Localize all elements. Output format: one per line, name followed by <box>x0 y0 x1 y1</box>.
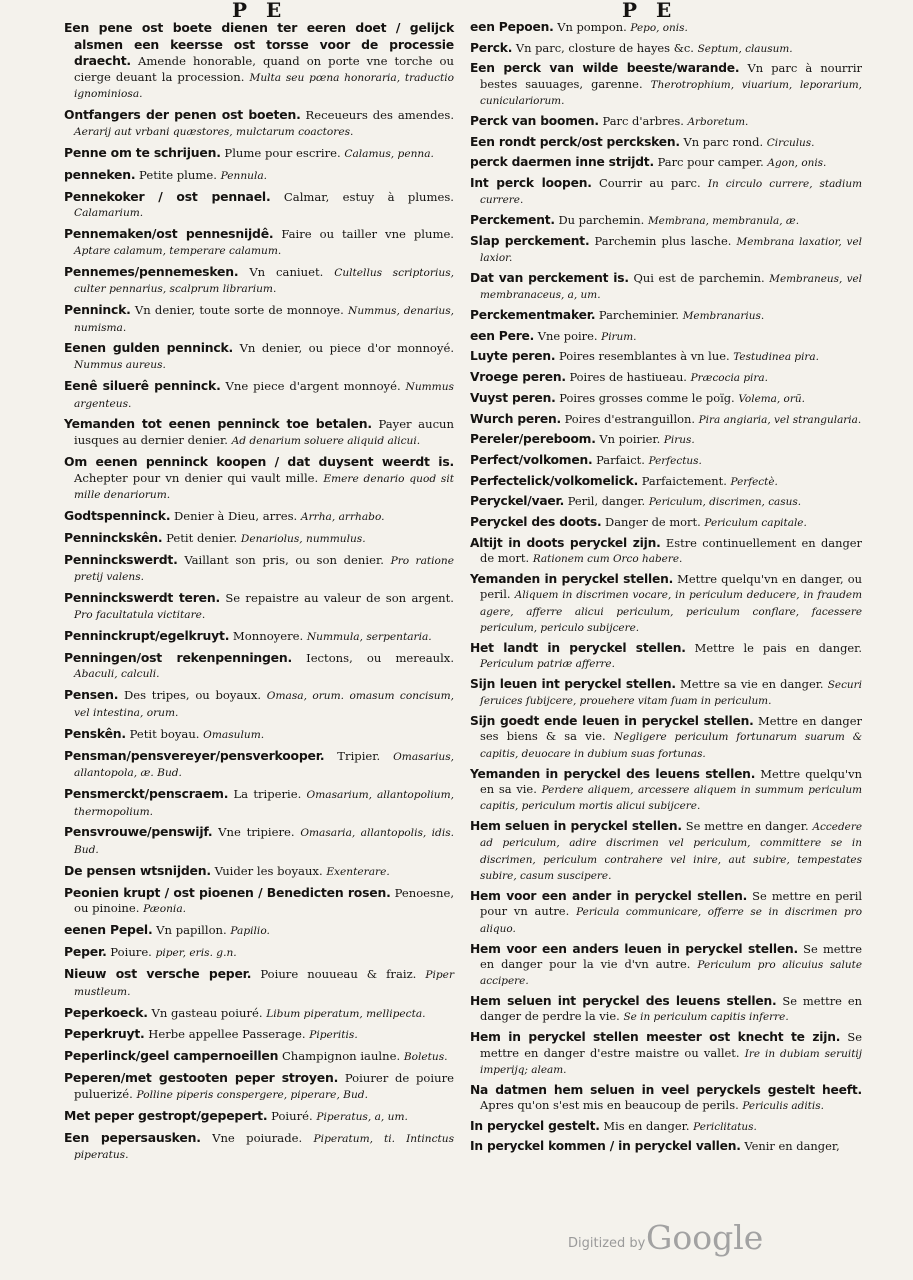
latin-gloss: Emere denario quod sit mille denariorum. <box>74 472 455 502</box>
french-gloss: Vn gasteau poiuré. <box>151 1005 263 1020</box>
latin-gloss: Exenterare. <box>326 865 390 878</box>
french-gloss: Penoesne, ou pinoine. <box>74 885 455 916</box>
dictionary-entry <box>470 176 862 209</box>
latin-gloss: Nummus, denarius, numisma. <box>74 304 454 334</box>
google-watermark <box>568 1220 768 1266</box>
headword: Ontfangers der penen ost boeten. <box>64 107 301 123</box>
latin-gloss: Pennula. <box>220 169 268 182</box>
dictionary-entry <box>64 530 454 548</box>
french-gloss: Amende honorable, quand on porte vne torche ou cierge deuant la procession. <box>74 54 454 84</box>
french-gloss: Se mettre en danger. <box>685 819 809 834</box>
headword: Perckement. <box>470 213 555 228</box>
latin-gloss: Arrha, arrhabo. <box>300 511 385 523</box>
dictionary-entry <box>64 726 454 744</box>
french-gloss: Apres qu'on s'est mis en beaucoup de perils. <box>480 1098 739 1113</box>
headword: Pensman/pensvereyer/pensverkooper. <box>64 747 325 763</box>
latin-gloss: Calamarium. <box>74 207 144 220</box>
french-gloss: Tripier. <box>337 748 381 763</box>
headword: Na datmen hem seluen in veel peryckels gestelt heeft. <box>470 1082 862 1097</box>
dictionary-entry <box>64 145 454 163</box>
dictionary-entry <box>64 628 454 646</box>
headword: In peryckel kommen / in peryckel vallen. <box>470 1139 741 1154</box>
headword: Yemanden tot eenen penninck toe betalen. <box>64 416 372 432</box>
dictionary-entry <box>64 1048 454 1066</box>
dictionary-entry <box>64 378 454 412</box>
headword: Met peper gestropt/gepepert. <box>64 1107 268 1123</box>
dictionary-entry <box>64 1005 454 1023</box>
latin-gloss: Omasaria, allantopolis, idis. Bud. <box>74 827 455 857</box>
latin-gloss: Omasarius, allantopola, æ. Bud. <box>74 750 455 780</box>
latin-gloss: Membrana laxatior, vel laxior. <box>480 235 862 265</box>
latin-gloss: Pro ratione pretij valens. <box>74 554 455 584</box>
headword: Eenen gulden penninck. <box>64 340 234 356</box>
french-gloss: Parc d'arbres. <box>602 113 684 128</box>
headword: Yemanden in peryckel des leuens stellen. <box>470 766 756 781</box>
latin-gloss: Septum, clausum. <box>697 42 793 55</box>
dictionary-entry <box>470 61 862 109</box>
french-gloss: Poires grosses comme le poïg. <box>559 390 735 405</box>
latin-gloss: Perfectus. <box>648 454 702 467</box>
french-gloss: La triperie. <box>233 786 302 801</box>
dictionary-entry <box>470 234 862 267</box>
dictionary-entry <box>470 474 862 490</box>
headword: Pennemaken/ost pennesnijdê. <box>64 226 274 242</box>
dictionary-entry <box>64 20 454 103</box>
french-gloss: Se mettre en danger d'estre maistre ou vallet. <box>480 1030 862 1060</box>
french-gloss: Poires resemblantes à vn lue. <box>558 349 730 364</box>
headword: Peryckel des doots. <box>470 515 602 530</box>
latin-gloss: Piperatus, a, um. <box>316 1110 408 1123</box>
latin-gloss: Periculum, discrimen, casus. <box>648 496 802 509</box>
dictionary-entry <box>64 302 454 336</box>
french-gloss: Herbe appellee Passerage. <box>148 1027 306 1042</box>
digitized-by-label: Digitized by <box>568 1236 646 1251</box>
latin-gloss: Libum piperatum, mellipecta. <box>266 1007 426 1020</box>
dictionary-entry <box>470 370 862 386</box>
latin-gloss: Perdere aliquem, arcessere aliquem in summum periculum capitis, periculum mortis alicui subijcere. <box>480 783 862 813</box>
latin-gloss: Agon, onis. <box>767 157 827 170</box>
dictionary-entry <box>64 226 454 259</box>
headword: Pensen. <box>64 687 119 703</box>
dictionary-entry <box>64 107 454 140</box>
french-gloss: Vn parc à nourrir bestes sauuages, garenne. <box>480 61 862 91</box>
latin-gloss: Periculum pro alicuius salute accipere. <box>480 958 863 988</box>
french-gloss: Mettre le pais en danger. <box>694 640 863 655</box>
latin-gloss: Pirus. <box>663 434 695 447</box>
latin-gloss: Piperatum, ti. Intinctus piperatus. <box>74 1132 455 1162</box>
latin-gloss: Securi ſeruices ſubijcere, prouehere vitam ſuam in periculum. <box>480 678 862 708</box>
dictionary-entry <box>64 863 454 881</box>
dictionary-entry <box>470 135 862 151</box>
latin-gloss: Testudinea pira. <box>733 351 819 364</box>
headword: Het landt in peryckel stellen. <box>470 640 686 655</box>
headword: Peonien krupt / ost pioenen / Benedicten rosen. <box>64 884 391 900</box>
headword: Hem voor een anders leuen in peryckel stellen. <box>470 941 798 956</box>
headword: Perck. <box>470 40 513 55</box>
dictionary-entry <box>64 590 454 623</box>
headword: Pereler/pereboom. <box>470 432 596 447</box>
dictionary-entry <box>64 508 454 526</box>
french-gloss: Parc pour camper. <box>657 155 764 170</box>
dictionary-entry <box>470 308 862 324</box>
headword: Penne om te schrijuen. <box>64 144 221 160</box>
french-gloss: Des tripes, ou boyaux. <box>123 688 262 703</box>
dictionary-entry <box>64 922 454 940</box>
latin-gloss: Periculum patriæ afferre. <box>480 658 615 671</box>
headword: Perck van boomen. <box>470 113 599 128</box>
headword: Yemanden in peryckel stellen. <box>470 571 674 586</box>
french-gloss: Vn poirier. <box>599 432 661 447</box>
latin-gloss: Pro facultatula victitare. <box>74 608 206 621</box>
dictionary-entry <box>64 786 454 820</box>
french-gloss: Vn caniuet. <box>249 264 324 279</box>
running-head-right: P E <box>622 0 678 22</box>
latin-gloss: Pirum. <box>601 330 637 343</box>
latin-gloss: Membranarius. <box>682 310 765 323</box>
dictionary-entry <box>470 329 862 345</box>
right-column <box>470 20 862 1160</box>
headword: Een pepersausken. <box>64 1129 201 1145</box>
headword: Peryckel/vaer. <box>470 494 565 509</box>
headword: Hem seluen in peryckel stellen. <box>470 819 682 834</box>
latin-gloss: Multa seu pœna honoraria, traductio ignominiosa. <box>74 71 455 101</box>
french-gloss: Courrir au parc. <box>599 176 701 191</box>
french-gloss: Monnoyere. <box>232 628 304 643</box>
french-gloss: Champignon iaulne. <box>281 1049 401 1064</box>
headword: eenen Pepel. <box>64 922 153 938</box>
headword: penneken. <box>64 166 136 182</box>
dictionary-entry <box>470 20 862 36</box>
dictionary-entry <box>470 391 862 407</box>
french-gloss: Danger de mort. <box>605 515 701 530</box>
french-gloss: Calmar, estuy à plumes. <box>283 189 454 204</box>
latin-gloss: Pepo, onis. <box>630 22 688 34</box>
french-gloss: Iectons, ou mereaulx. <box>306 650 455 665</box>
french-gloss: Se mettre en danger pour la vie d'vn autre. <box>480 941 862 971</box>
latin-gloss: Ire in dubiam seruitij imperijq; aleam. <box>480 1047 862 1076</box>
dictionary-entry <box>64 552 454 586</box>
headword: Pennekoker / ost pennael. <box>64 188 271 204</box>
french-gloss: Poires de hastiueau. <box>569 370 687 385</box>
headword: Penninck. <box>64 301 131 317</box>
dictionary-entry <box>64 650 454 683</box>
dictionary-entry <box>64 189 454 222</box>
french-gloss: Faire ou tailler vne plume. <box>281 227 454 242</box>
latin-gloss: Accedere ad periculum, adire discrimen vel periculum, committere se in discrimen, periculum contrahere vel inire, aut subire, tempestates subire, casum suscipere. <box>480 821 863 883</box>
dictionary-entry <box>64 454 454 504</box>
headword: Perfect/volkomen. <box>470 452 593 467</box>
headword: Pennemes/pennemesken. <box>64 263 239 279</box>
headword: Penningen/ost rekenpenningen. <box>64 649 292 665</box>
french-gloss: Payer aucun iusques au dernier denier. <box>74 417 454 448</box>
dictionary-entry <box>64 687 454 721</box>
french-gloss: Vn pompon. <box>557 20 627 34</box>
french-gloss: Qui est de parchemin. <box>633 270 765 285</box>
latin-gloss: Omasulum. <box>203 728 265 741</box>
french-gloss: Parfaict. <box>596 452 645 467</box>
french-gloss: Petite plume. <box>139 167 217 182</box>
dictionary-entry <box>470 41 862 57</box>
french-gloss: Vne poire. <box>537 328 598 343</box>
dictionary-entry <box>470 412 862 428</box>
latin-gloss: Ad denarium soluere aliquid alicui. <box>231 435 421 448</box>
latin-gloss: Pira angiaria, vel strangularia. <box>698 413 862 426</box>
french-gloss: Vn parc, closture de hayes &c. <box>515 40 694 55</box>
dictionary-entry <box>64 966 454 1000</box>
headword: Penninckskên. <box>64 529 163 545</box>
french-gloss: Receueurs des amendes. <box>305 108 454 123</box>
headword: Penskên. <box>64 725 126 741</box>
french-gloss: Peril, danger. <box>567 494 646 509</box>
dictionary-entry <box>64 264 454 298</box>
dictionary-entry <box>470 1119 862 1135</box>
french-gloss: Mettre quelqu'vn en danger, ou peril. <box>480 571 862 602</box>
headword: Vuyst peren. <box>470 390 556 405</box>
dictionary-entry <box>470 994 862 1026</box>
latin-gloss: Denariolus, nummulus. <box>240 532 366 545</box>
latin-gloss: Volema, orũ. <box>738 392 805 405</box>
french-gloss: Poiuré. <box>271 1108 313 1123</box>
headword: Peperkoeck. <box>64 1004 148 1020</box>
dictionary-entry <box>470 536 862 568</box>
latin-gloss: Nummus aureus. <box>74 359 166 372</box>
french-gloss: Mettre quelqu'vn en sa vie. <box>480 766 862 796</box>
dictionary-entry <box>470 349 862 365</box>
dictionary-entry <box>64 167 454 185</box>
headword: Penninckrupt/egelkruyt. <box>64 627 230 643</box>
dictionary-entry <box>64 885 454 918</box>
headword: Wurch peren. <box>470 411 561 426</box>
dictionary-entry <box>470 767 862 815</box>
latin-gloss: Aliquem in discrimen vocare, in periculum deducere, in fraudem agere, afferre alicui periculum, periculum conflare, facessere periculum, periculo subijcere. <box>480 589 862 635</box>
french-gloss: Plume pour escrire. <box>224 145 341 160</box>
french-gloss: Mettre sa vie en danger. <box>679 676 824 691</box>
latin-gloss: Omasarium, allantopolium, thermopolium. <box>74 788 454 818</box>
latin-gloss: Aerarij aut vrbani quæstores, mulctarum coactores. <box>74 125 354 138</box>
latin-gloss: Abaculi, calculi. <box>74 668 160 681</box>
dictionary-entry <box>470 819 862 885</box>
headword: Pensmerckt/penscraem. <box>64 785 229 801</box>
french-gloss: Mis en danger. <box>603 1118 690 1133</box>
french-gloss: Vuider les boyaux. <box>214 863 323 878</box>
headword: Perfectelick/volkomelick. <box>470 473 639 488</box>
french-gloss: Vne tripiere. <box>218 825 295 840</box>
french-gloss: Du parchemin. <box>558 213 645 228</box>
dictionary-entry <box>470 114 862 130</box>
left-column <box>64 20 454 1168</box>
headword: Nieuw ost versche peper. <box>64 966 252 982</box>
headword: Hem in peryckel stellen meester ost knecht te zijn. <box>470 1030 841 1045</box>
headword: Peper. <box>64 944 107 960</box>
google-logo: Google <box>646 1218 764 1257</box>
dictionary-entry <box>470 432 862 448</box>
headword: een Pepoen. <box>470 20 554 34</box>
latin-gloss: Periculis aditis. <box>742 1100 824 1113</box>
french-gloss: Vn parc rond. <box>683 134 764 149</box>
latin-gloss: Circulus. <box>766 136 815 149</box>
latin-gloss: Rationem cum Orco habere. <box>532 553 683 566</box>
headword: Luyte peren. <box>470 349 556 364</box>
headword: Altijt in doots peryckel zijn. <box>470 535 661 550</box>
latin-gloss: Nummula, serpentaria. <box>306 630 432 643</box>
french-gloss: Achepter pour vn denier qui vault mille. <box>74 470 319 485</box>
headword: Om eenen penninck koopen / dat duysent weerdt is. <box>64 453 454 469</box>
latin-gloss: Therotrophium, viuarium, leporarium, cuniculariorum. <box>480 78 862 108</box>
headword: Sijn leuen int peryckel stellen. <box>470 676 676 691</box>
french-gloss: Vn denier, ou piece d'or monnoyé. <box>239 341 455 356</box>
headword: Hem voor een ander in peryckel stellen. <box>470 889 748 903</box>
dictionary-entry <box>470 572 862 637</box>
french-gloss: Estre continuellement en danger de mort. <box>480 535 863 566</box>
french-gloss: Venir en danger, <box>744 1139 840 1154</box>
latin-gloss: Aptare calamum, temperare calamum. <box>74 244 282 257</box>
dictionary-entry <box>470 155 862 171</box>
headword: Vroege peren. <box>470 370 566 385</box>
french-gloss: Denier à Dieu, arres. <box>174 509 298 523</box>
dictionary-entry <box>470 213 862 229</box>
latin-gloss: Polline piperis conspergere, piperare, Bud. <box>136 1088 368 1101</box>
latin-gloss: Papilio. <box>230 925 270 938</box>
latin-gloss: Piper mustleum. <box>74 969 455 998</box>
running-head-left: P E <box>232 0 288 22</box>
headword: Een pene ost boete dienen ter eeren doet / gelijck alsmen een keersse ost torsse voor de processie draecht. <box>64 20 454 69</box>
latin-gloss: Omasa, orum. omasum concisum, vel intestina, orum. <box>74 690 455 719</box>
headword: Dat van perckement is. <box>470 270 629 285</box>
dictionary-entry <box>470 494 862 510</box>
latin-gloss: Pæonia. <box>143 903 187 916</box>
french-gloss: Vaillant son pris, ou son denier. <box>184 552 384 567</box>
french-gloss: Poires d'estranguillon. <box>564 411 695 426</box>
latin-gloss: Periclitatus. <box>693 1120 757 1133</box>
headword: In peryckel gestelt. <box>470 1118 600 1133</box>
dictionary-entry <box>64 1026 454 1044</box>
french-gloss: Poiure. <box>110 945 152 960</box>
french-gloss: Vn denier, toute sorte de monnoye. <box>134 302 344 317</box>
latin-gloss: Boletus. <box>403 1051 448 1064</box>
dictionary-entry <box>470 1083 862 1115</box>
latin-gloss: Membraneus, vel membranaceus, a, um. <box>480 272 863 302</box>
latin-gloss: Perfectè. <box>730 475 778 488</box>
latin-gloss: Membrana, membranula, æ. <box>647 215 800 228</box>
latin-gloss: Pericula communicare, offerre se in discrimen pro aliquo. <box>480 906 862 935</box>
dictionary-entry <box>470 641 862 673</box>
dictionary-entry <box>64 748 454 782</box>
dictionary-entry <box>470 515 862 531</box>
headword: Peperkruyt. <box>64 1026 145 1042</box>
headword: perck daermen inne strijdt. <box>470 155 654 170</box>
latin-gloss: Periculum capitale. <box>704 517 807 530</box>
latin-gloss: Piperitis. <box>309 1029 358 1042</box>
headword: De pensen wtsnijden. <box>64 862 211 878</box>
latin-gloss: Negligere periculum fortunarum suarum & capitis, deuocare in dubium suas fortunas. <box>480 731 862 760</box>
headword: Penninckswerdt. <box>64 551 178 567</box>
headword: Godtspenninck. <box>64 508 171 523</box>
dictionary-entry <box>470 1139 862 1155</box>
dictionary-entry <box>470 942 862 990</box>
french-gloss: Vne piece d'argent monnoyé. <box>225 378 401 393</box>
french-gloss: Se mettre en danger de perdre la vie. <box>480 994 863 1024</box>
french-gloss: Se mettre en peril pour vn autre. <box>480 889 863 919</box>
dictionary-entry <box>470 677 862 710</box>
latin-gloss: Arboretum. <box>687 115 749 128</box>
headword: Een perck van wilde beeste/warande. <box>470 61 740 76</box>
dictionary-entry <box>64 1108 454 1126</box>
dictionary-entry <box>470 453 862 469</box>
headword: Peperlinck/geel campernoeillen <box>64 1048 279 1064</box>
dictionary-entry <box>64 824 454 858</box>
dictionary-entry <box>470 889 862 937</box>
dictionary-entry <box>64 340 454 373</box>
latin-gloss: Præcocia pira. <box>690 372 768 385</box>
french-gloss: Vn papillon. <box>156 923 227 938</box>
dictionary-entry <box>470 271 862 304</box>
french-gloss: Vne poiurade. <box>212 1130 303 1145</box>
french-gloss: Poiure nouueau & fraiz. <box>260 967 417 982</box>
headword: Een rondt perck/ost percksken. <box>470 134 680 149</box>
french-gloss: Mettre en danger ses biens & sa vie. <box>480 714 862 744</box>
french-gloss: Poiurer de poiure puluerizé. <box>74 1071 454 1101</box>
french-gloss: Petit denier. <box>166 530 238 545</box>
dictionary-entry <box>64 944 454 962</box>
headword: Hem seluen int peryckel des leuens stellen. <box>470 994 777 1009</box>
headword: Eenê siluerê penninck. <box>64 377 221 393</box>
latin-gloss: Nummus argenteus. <box>74 380 454 410</box>
headword: een Pere. <box>470 328 535 343</box>
french-gloss: Petit boyau. <box>129 726 200 741</box>
headword: Slap perckement. <box>470 233 590 248</box>
headword: Penninckswerdt teren. <box>64 590 221 606</box>
headword: Sijn goedt ende leuen in peryckel stellen. <box>470 714 754 729</box>
headword: Int perck loopen. <box>470 176 592 191</box>
latin-gloss: Cultellus scriptorius, culter pennarius, scalprum librarium. <box>74 266 454 296</box>
dictionary-entry <box>470 714 862 762</box>
dictionary-entry <box>64 1130 454 1164</box>
latin-gloss: piper, eris. g.n. <box>155 947 237 960</box>
dictionary-entry <box>470 1030 862 1078</box>
french-gloss: Parfaictement. <box>641 473 727 488</box>
latin-gloss: Se in periculum capitis inferre. <box>623 1011 789 1024</box>
french-gloss: Se repaistre au valeur de son argent. <box>225 591 454 606</box>
headword: Peperen/met gestooten peper stroyen. <box>64 1070 339 1086</box>
headword: Perckementmaker. <box>470 308 596 323</box>
french-gloss: Parchemin plus lasche. <box>594 233 732 248</box>
dictionary-entry <box>64 416 454 449</box>
dictionary-entry <box>64 1070 454 1103</box>
headword: Pensvrouwe/penswijf. <box>64 824 213 840</box>
latin-gloss: In circulo currere, stadium currere. <box>480 178 863 207</box>
latin-gloss: Calamus, penna. <box>344 147 434 160</box>
french-gloss: Parcheminier. <box>598 308 680 323</box>
